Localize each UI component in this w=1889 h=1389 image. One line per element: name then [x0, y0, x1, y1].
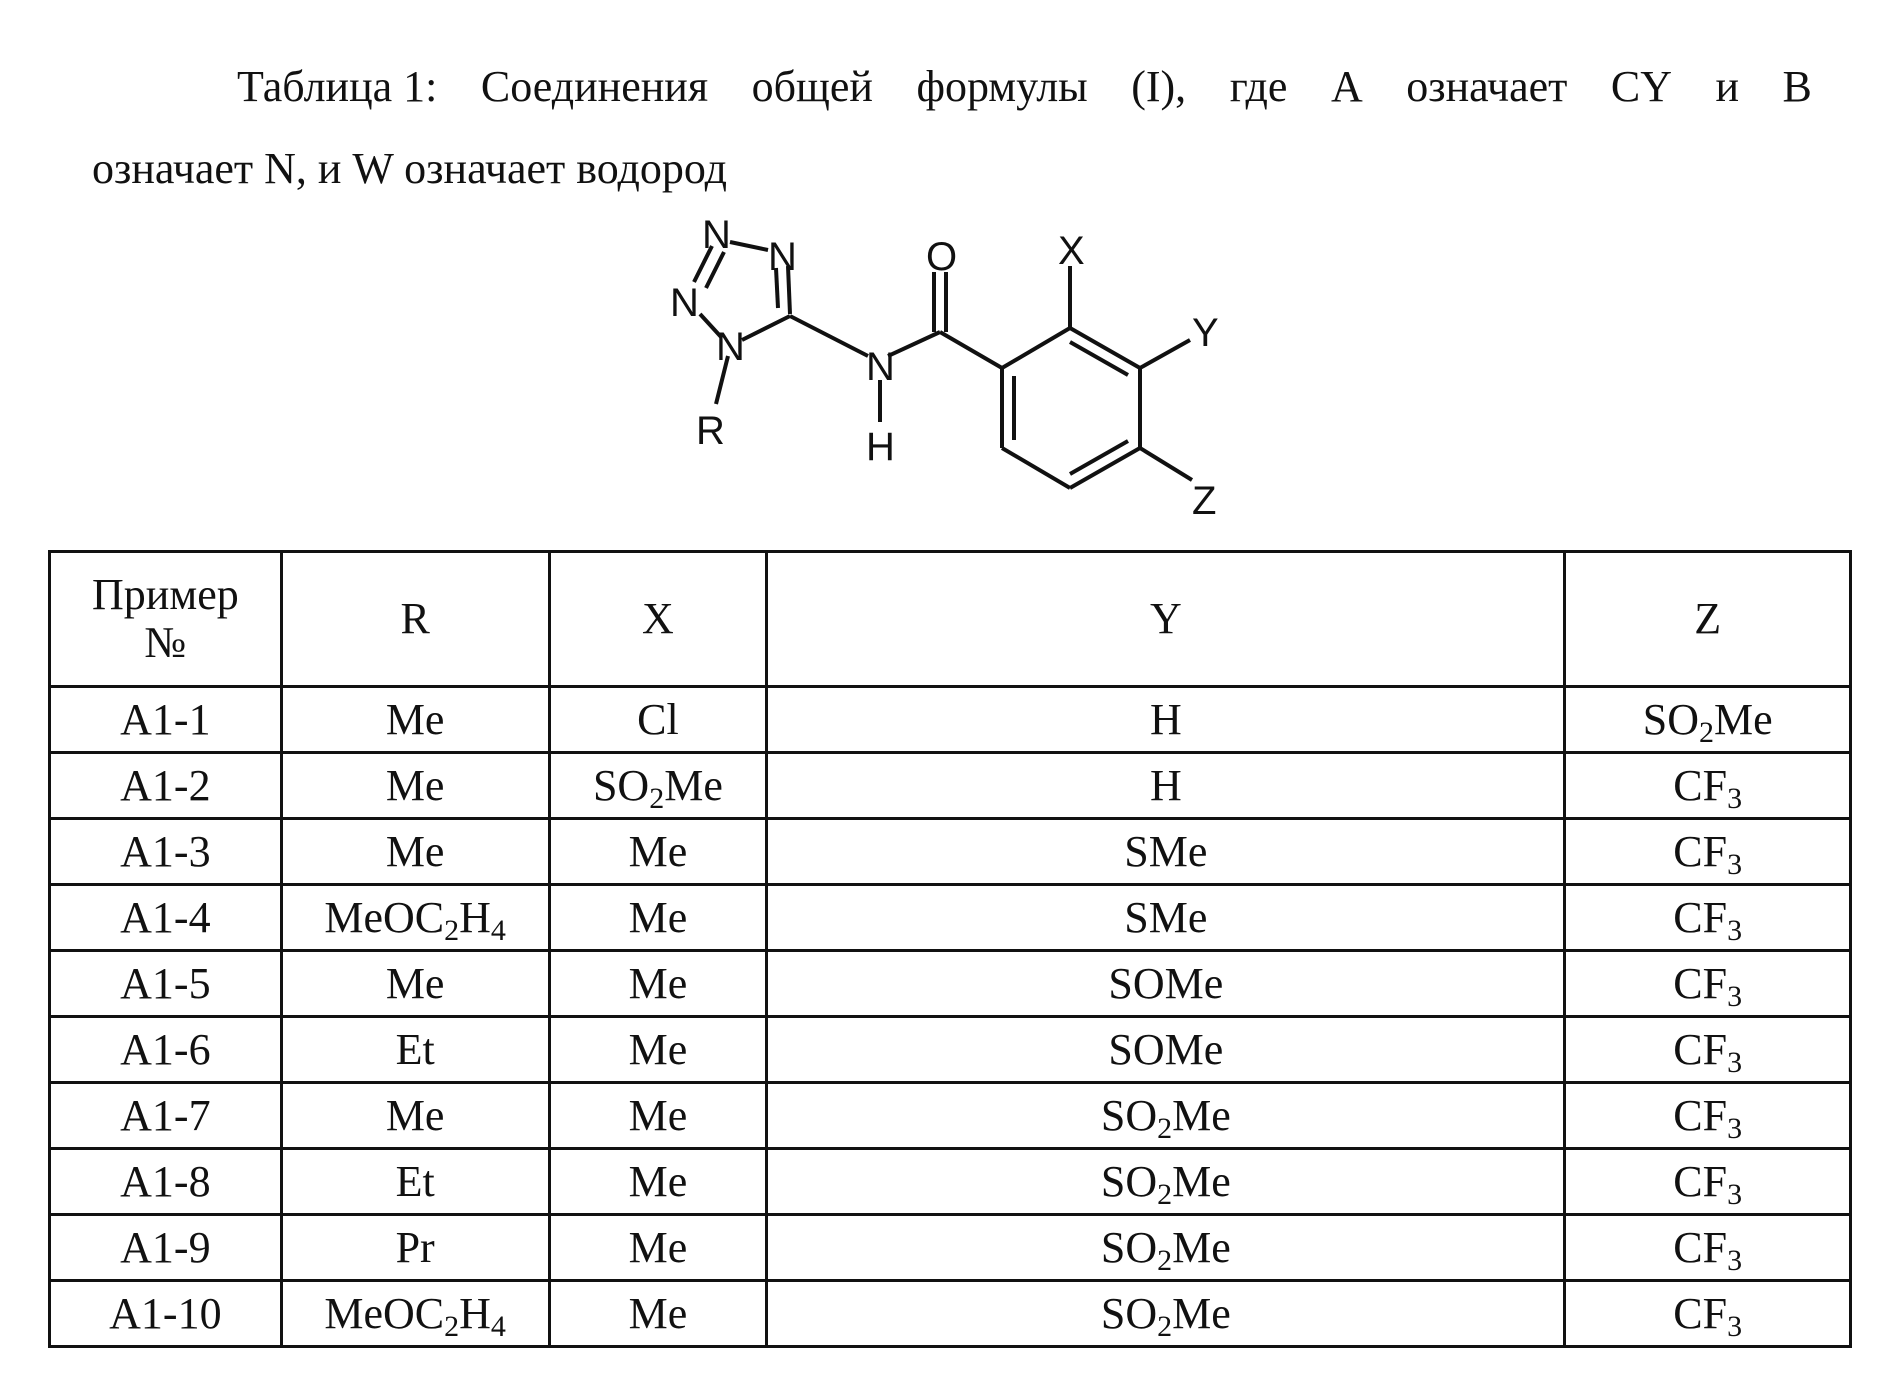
subscript: 3: [1727, 1112, 1743, 1145]
cell-text: A1-8: [120, 1157, 211, 1206]
cell-z: [1565, 1281, 1851, 1347]
header-label-line2: №: [144, 618, 187, 667]
caption-word: CY: [1610, 62, 1672, 111]
subscript: 3: [1727, 1310, 1743, 1343]
atom-nh-h: H: [866, 425, 895, 469]
cell-x: [549, 819, 767, 885]
cell-text: Me: [1172, 1157, 1231, 1206]
cell-text: Me: [664, 761, 723, 810]
cell-x: [549, 1017, 767, 1083]
compounds-table: [48, 550, 1852, 1348]
table-head: [50, 552, 1851, 687]
caption-line-2: означает N, и W означает водород: [92, 144, 727, 193]
header-y: [767, 552, 1565, 687]
bond-carbonyl-ring: [940, 332, 1002, 368]
cell-r: [281, 687, 549, 753]
cell-r: [281, 1017, 549, 1083]
cell-text: CF: [1673, 761, 1728, 810]
subscript: 2: [1157, 1244, 1173, 1277]
cell-x: [549, 753, 767, 819]
cell-text: A1-2: [120, 761, 211, 810]
table-row: [50, 687, 1851, 753]
subscript: 2: [1157, 1178, 1173, 1211]
cell-text: A1-7: [120, 1091, 211, 1140]
cell-text: SMe: [1124, 893, 1208, 942]
cell-text: A1-3: [120, 827, 211, 876]
cell-r: [281, 819, 549, 885]
header-z: [1565, 552, 1851, 687]
cell-text: Me: [385, 761, 445, 810]
cell-text: CF: [1673, 1157, 1728, 1206]
header-label: Пример: [92, 570, 239, 619]
table-row: [50, 885, 1851, 951]
caption-word: общей: [751, 62, 873, 111]
cell-text: Me: [1172, 1091, 1231, 1140]
cell-text: CF: [1673, 1025, 1728, 1074]
table-row: [50, 1215, 1851, 1281]
cell-example-no: [50, 687, 282, 753]
caption-word: A: [1330, 62, 1363, 111]
cell-text: SO: [1100, 1091, 1158, 1140]
cell-text: SOMe: [1108, 959, 1224, 1008]
caption-word: где: [1229, 62, 1288, 111]
atom-z: Z: [1192, 479, 1217, 518]
cell-z: [1565, 885, 1851, 951]
cell-x: [549, 885, 767, 951]
subscript: 2: [1157, 1310, 1173, 1343]
caption-word: и: [1715, 62, 1740, 111]
cell-text: SO: [1100, 1289, 1158, 1338]
cell-text: CF: [1673, 1223, 1728, 1272]
cell-text: CF: [1673, 1289, 1728, 1338]
cell-example-no: [50, 885, 282, 951]
subscript: 3: [1727, 980, 1743, 1013]
cell-example-no: [50, 1281, 282, 1347]
cell-text: Me: [628, 959, 688, 1008]
cell-z: [1565, 819, 1851, 885]
header-row: [50, 552, 1851, 687]
cell-r: [281, 1149, 549, 1215]
cell-text: SOMe: [1108, 1025, 1224, 1074]
cell-y: [767, 1281, 1565, 1347]
cell-x: [549, 951, 767, 1017]
cell-text: Cl: [637, 695, 679, 744]
subscript: 2: [444, 1310, 460, 1343]
caption-word: Соединения: [480, 62, 709, 111]
subscript: 3: [1727, 782, 1743, 815]
caption-word: формулы: [916, 62, 1088, 111]
header-label: X: [642, 594, 674, 643]
atom-n-right: N: [768, 235, 797, 279]
cell-text: SO: [1642, 695, 1699, 744]
cell-text: CF: [1673, 959, 1728, 1008]
table-row: [50, 1149, 1851, 1215]
cell-text: CF: [1673, 1091, 1728, 1140]
header-x: [549, 552, 767, 687]
cell-y: [767, 1149, 1565, 1215]
atom-nh-n: N: [866, 345, 895, 389]
cell-example-no: [50, 1215, 282, 1281]
caption-word: (I),: [1131, 62, 1187, 111]
cell-r: [281, 753, 549, 819]
cell-example-no: [50, 1017, 282, 1083]
cell-example-no: [50, 951, 282, 1017]
bond-n-bottom-c: [742, 316, 790, 340]
cell-text: SO: [1100, 1157, 1158, 1206]
cell-example-no: [50, 819, 282, 885]
cell-y: [767, 687, 1565, 753]
subscript: 3: [1727, 848, 1743, 881]
cell-text: Me: [628, 1025, 688, 1074]
cell-x: [549, 1215, 767, 1281]
table-row: [50, 753, 1851, 819]
cell-text: Me: [385, 959, 445, 1008]
subscript: 2: [649, 782, 665, 815]
cell-text: Et: [395, 1157, 435, 1206]
header-label: Z: [1694, 594, 1722, 643]
cell-text: Pr: [395, 1223, 435, 1272]
cell-y: [767, 1083, 1565, 1149]
cell-z: [1565, 1017, 1851, 1083]
cell-y: [767, 885, 1565, 951]
cell-example-no: [50, 753, 282, 819]
subscript: 4: [490, 914, 506, 947]
caption-word: Таблица 1:: [237, 62, 438, 111]
cell-text: H: [459, 893, 491, 942]
cell-text: SMe: [1124, 827, 1208, 876]
caption-line-1: [92, 46, 1812, 128]
cell-z: [1565, 753, 1851, 819]
cell-r: [281, 1281, 549, 1347]
cell-text: Me: [628, 1289, 688, 1338]
cell-x: [549, 1149, 767, 1215]
subscript: 3: [1727, 1244, 1743, 1277]
cell-z: [1565, 687, 1851, 753]
cell-text: H: [1149, 761, 1182, 810]
cell-text: Me: [628, 893, 688, 942]
cell-text: Me: [1172, 1289, 1231, 1338]
cell-text: Me: [385, 827, 445, 876]
table-row: [50, 951, 1851, 1017]
bond-ring-5: [1002, 448, 1070, 488]
bond-ring-2-inner: [1070, 342, 1128, 375]
cell-z: [1565, 1149, 1851, 1215]
cell-text: Me: [628, 1223, 688, 1272]
bond-nh-carbonyl: [888, 332, 940, 356]
bond-ring-1: [1002, 328, 1070, 368]
subscript: 2: [1157, 1112, 1173, 1145]
subscript: 3: [1727, 914, 1743, 947]
atom-r: R: [696, 409, 725, 453]
cell-example-no: [50, 1149, 282, 1215]
header-r: [281, 552, 549, 687]
cell-text: Me: [628, 1091, 688, 1140]
cell-y: [767, 1017, 1565, 1083]
cell-text: Et: [395, 1025, 435, 1074]
table-row: [50, 1017, 1851, 1083]
cell-r: [281, 951, 549, 1017]
table-body: [50, 687, 1851, 1347]
cell-text: A1-10: [109, 1289, 222, 1338]
bond-ring-z: [1140, 448, 1192, 480]
cell-text: MeOC: [324, 1289, 445, 1338]
atom-o: O: [926, 235, 958, 279]
cell-text: Me: [1172, 1223, 1231, 1272]
cell-x: [549, 1083, 767, 1149]
header-label: R: [400, 594, 430, 643]
cell-text: Me: [628, 1157, 688, 1206]
cell-text: Me: [628, 827, 688, 876]
cell-text: Me: [385, 695, 445, 744]
caption-word: B: [1782, 62, 1812, 111]
cell-x: [549, 1281, 767, 1347]
cell-y: [767, 951, 1565, 1017]
chemical-structure-diagram: [630, 208, 1250, 518]
bond-n-n-left-double-b: [706, 252, 724, 288]
atom-n-top: N: [702, 213, 731, 257]
cell-text: A1-9: [120, 1223, 211, 1272]
cell-example-no: [50, 1083, 282, 1149]
bond-n-n-top: [730, 242, 768, 250]
cell-text: A1-6: [120, 1025, 211, 1074]
cell-text: A1-4: [120, 893, 211, 942]
cell-r: [281, 885, 549, 951]
table-row: [50, 1281, 1851, 1347]
header-label: Y: [1149, 594, 1182, 643]
cell-x: [549, 687, 767, 753]
cell-text: CF: [1673, 827, 1728, 876]
subscript: 2: [444, 914, 460, 947]
cell-text: MeOC: [324, 893, 445, 942]
bond-c-nh: [790, 316, 868, 356]
cell-text: H: [459, 1289, 491, 1338]
atom-x: X: [1058, 229, 1085, 273]
cell-text: A1-5: [120, 959, 211, 1008]
cell-text: Me: [385, 1091, 445, 1140]
header-example-no: [50, 552, 282, 687]
table-row: [50, 819, 1851, 885]
cell-text: SO: [1100, 1223, 1158, 1272]
cell-text: SO: [592, 761, 650, 810]
table-row: [50, 1083, 1851, 1149]
table-caption: [92, 46, 1812, 210]
cell-text: CF: [1673, 893, 1728, 942]
cell-y: [767, 753, 1565, 819]
cell-y: [767, 1215, 1565, 1281]
caption-word: означает: [1406, 62, 1568, 111]
subscript: 4: [490, 1310, 506, 1343]
cell-z: [1565, 1083, 1851, 1149]
bond-ring-y: [1140, 340, 1190, 368]
cell-text: Me: [1714, 695, 1773, 744]
cell-z: [1565, 951, 1851, 1017]
atom-n-left: N: [670, 281, 699, 325]
cell-r: [281, 1215, 549, 1281]
subscript: 3: [1727, 1046, 1743, 1079]
cell-text: A1-1: [120, 695, 211, 744]
cell-r: [281, 1083, 549, 1149]
atom-y: Y: [1192, 311, 1219, 355]
subscript: 2: [1699, 716, 1714, 749]
cell-z: [1565, 1215, 1851, 1281]
cell-text: H: [1149, 695, 1182, 744]
cell-y: [767, 819, 1565, 885]
subscript: 3: [1727, 1178, 1743, 1211]
atom-n-bottom: N: [716, 325, 745, 369]
bond-ring-4-inner: [1070, 441, 1128, 474]
